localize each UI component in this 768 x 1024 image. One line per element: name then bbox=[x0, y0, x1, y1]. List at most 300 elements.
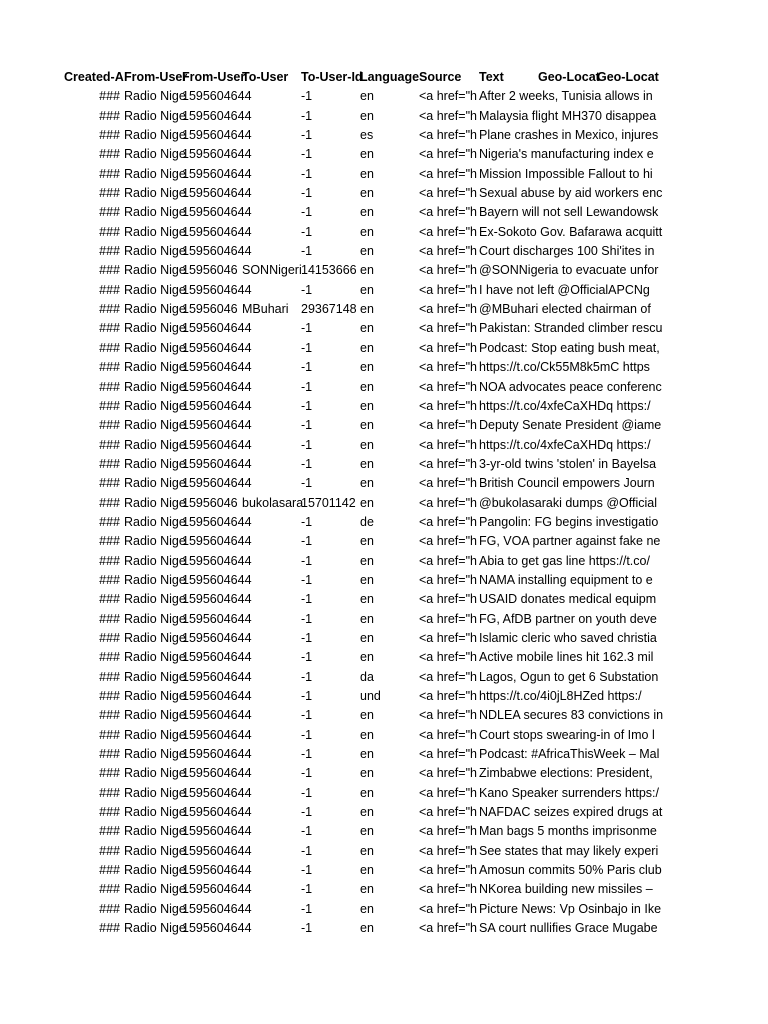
cell-language[interactable]: en bbox=[360, 785, 374, 800]
cell-language[interactable]: en bbox=[360, 747, 374, 762]
cell-text[interactable]: After 2 weeks, Tunisia allows in bbox=[479, 89, 653, 104]
cell-to-user-id[interactable]: -1 bbox=[301, 89, 313, 104]
cell-to-user-id[interactable]: -1 bbox=[301, 921, 313, 936]
cell-to-user[interactable] bbox=[242, 822, 301, 841]
cell-to-user-id[interactable]: -1 bbox=[301, 843, 313, 858]
cell-created-at[interactable]: ### bbox=[99, 766, 120, 781]
cell-from-user[interactable]: Radio Nige bbox=[124, 727, 186, 742]
cell-to-user-id[interactable]: -1 bbox=[301, 650, 313, 665]
cell-language[interactable]: en bbox=[360, 592, 374, 607]
cell-language[interactable]: und bbox=[360, 689, 381, 703]
cell-from-user[interactable]: Radio Nige bbox=[124, 708, 186, 723]
cell-text[interactable]: Ex-Sokoto Gov. Bafarawa acquitt bbox=[479, 224, 663, 239]
cell-to-user-id[interactable]: -1 bbox=[301, 901, 313, 916]
cell-from-user-id[interactable]: 1595604644 bbox=[182, 572, 252, 587]
cell-from-user-id[interactable]: 1595604644 bbox=[182, 882, 252, 897]
cell-to-user-id[interactable]: -1 bbox=[301, 766, 313, 781]
cell-language[interactable]: en bbox=[360, 611, 374, 626]
cell-source[interactable]: <a href="h bbox=[419, 630, 477, 645]
cell-source[interactable]: <a href="h bbox=[419, 727, 477, 742]
cell-from-user-id[interactable]: 1595604644 bbox=[182, 514, 252, 529]
cell-language[interactable]: en bbox=[360, 553, 374, 568]
cell-to-user-id[interactable]: -1 bbox=[301, 708, 313, 723]
cell-from-user-id[interactable]: 1595604644 bbox=[182, 205, 252, 220]
cell-to-user-id[interactable]: -1 bbox=[301, 592, 313, 607]
cell-source[interactable]: <a href="h bbox=[419, 785, 477, 800]
cell-to-user[interactable] bbox=[242, 416, 301, 435]
cell-source[interactable]: <a href="h bbox=[419, 553, 477, 568]
cell-from-user-id[interactable]: 1595604644 bbox=[182, 630, 252, 645]
cell-to-user-id[interactable]: -1 bbox=[301, 514, 313, 529]
cell-text[interactable]: Islamic cleric who saved christia bbox=[479, 630, 657, 645]
cell-source[interactable]: <a href="h bbox=[419, 747, 477, 762]
cell-from-user-id[interactable]: 1595604644 bbox=[182, 689, 252, 703]
cell-to-user[interactable] bbox=[242, 552, 301, 571]
cell-language[interactable]: en bbox=[360, 263, 374, 278]
cell-to-user[interactable] bbox=[242, 242, 301, 261]
cell-to-user[interactable] bbox=[242, 803, 301, 822]
cell-from-user[interactable]: Radio Nige bbox=[124, 572, 186, 587]
cell-to-user[interactable] bbox=[242, 764, 301, 783]
cell-created-at[interactable]: ### bbox=[99, 437, 120, 452]
cell-created-at[interactable]: ### bbox=[99, 553, 120, 568]
cell-to-user-id[interactable]: -1 bbox=[301, 534, 313, 549]
cell-from-user[interactable]: Radio Nige bbox=[124, 108, 186, 123]
cell-created-at[interactable]: ### bbox=[99, 708, 120, 723]
cell-from-user[interactable]: Radio Nige bbox=[124, 263, 186, 278]
cell-created-at[interactable]: ### bbox=[99, 901, 120, 916]
cell-from-user-id[interactable]: 1595604644 bbox=[182, 747, 252, 762]
cell-source[interactable]: <a href="h bbox=[419, 108, 477, 123]
cell-to-user[interactable] bbox=[242, 919, 301, 938]
cell-to-user[interactable] bbox=[242, 648, 301, 667]
cell-created-at[interactable]: ### bbox=[99, 863, 120, 878]
cell-from-user[interactable]: Radio Nige bbox=[124, 553, 186, 568]
cell-text[interactable]: @SONNigeria to evacuate unfor bbox=[479, 263, 659, 278]
cell-to-user-id[interactable]: -1 bbox=[301, 669, 313, 684]
cell-to-user[interactable] bbox=[242, 145, 301, 164]
cell-language[interactable]: en bbox=[360, 901, 374, 916]
cell-text[interactable]: https://t.co/Ck55M8k5mC https bbox=[479, 360, 650, 375]
cell-from-user-id[interactable]: 1595604644 bbox=[182, 360, 252, 375]
cell-text[interactable]: NAMA installing equipment to e bbox=[479, 572, 653, 587]
cell-to-user[interactable] bbox=[242, 203, 301, 222]
cell-source[interactable]: <a href="h bbox=[419, 205, 477, 220]
cell-from-user-id[interactable]: 1595604644 bbox=[182, 863, 252, 878]
cell-from-user-id[interactable]: 1595604644 bbox=[182, 553, 252, 568]
cell-from-user[interactable]: Radio Nige bbox=[124, 360, 186, 375]
cell-language[interactable]: en bbox=[360, 708, 374, 723]
cell-to-user-id[interactable]: -1 bbox=[301, 805, 313, 820]
cell-source[interactable]: <a href="h bbox=[419, 534, 477, 549]
cell-from-user[interactable]: Radio Nige bbox=[124, 398, 186, 413]
header-cell-language[interactable]: Language bbox=[360, 70, 420, 84]
cell-source[interactable]: <a href="h bbox=[419, 514, 477, 529]
cell-source[interactable]: <a href="h bbox=[419, 824, 477, 839]
cell-from-user-id[interactable]: 1595604644 bbox=[182, 669, 252, 684]
cell-source[interactable]: <a href="h bbox=[419, 901, 477, 916]
cell-to-user[interactable] bbox=[242, 319, 301, 338]
cell-from-user[interactable]: Radio Nige bbox=[124, 921, 186, 936]
cell-source[interactable]: <a href="h bbox=[419, 921, 477, 936]
cell-to-user-id[interactable]: -1 bbox=[301, 553, 313, 568]
cell-text[interactable]: @bukolasaraki dumps @Official bbox=[479, 495, 657, 510]
cell-to-user-id[interactable]: -1 bbox=[301, 863, 313, 878]
cell-from-user-id[interactable]: 1595604644 bbox=[182, 166, 252, 181]
cell-from-user[interactable]: Radio Nige bbox=[124, 340, 186, 355]
cell-to-user-id[interactable]: -1 bbox=[301, 128, 313, 143]
header-cell-to-user-id[interactable]: To-User-Id bbox=[301, 70, 363, 84]
header-cell-geo-longitude[interactable]: Geo-Locat bbox=[597, 70, 659, 84]
cell-to-user[interactable] bbox=[242, 842, 301, 861]
cell-source[interactable]: <a href="h bbox=[419, 302, 477, 317]
cell-language[interactable]: en bbox=[360, 147, 374, 162]
cell-to-user-id[interactable]: -1 bbox=[301, 456, 313, 471]
cell-from-user[interactable]: Radio Nige bbox=[124, 863, 186, 878]
cell-language[interactable]: en bbox=[360, 186, 374, 201]
cell-to-user[interactable] bbox=[242, 107, 301, 126]
cell-to-user[interactable] bbox=[242, 726, 301, 745]
cell-source[interactable]: <a href="h bbox=[419, 766, 477, 781]
cell-from-user-id[interactable]: 1595604644 bbox=[182, 650, 252, 665]
cell-from-user-id[interactable]: 1595604644 bbox=[182, 785, 252, 800]
cell-text[interactable]: Sexual abuse by aid workers enc bbox=[479, 186, 663, 201]
cell-from-user[interactable]: Radio Nige bbox=[124, 147, 186, 162]
cell-language[interactable]: en bbox=[360, 418, 374, 433]
cell-source[interactable]: <a href="h bbox=[419, 282, 477, 297]
cell-text[interactable]: Bayern will not sell Lewandowsk bbox=[479, 205, 659, 220]
cell-to-user[interactable] bbox=[242, 165, 301, 184]
cell-created-at[interactable]: ### bbox=[99, 263, 120, 278]
cell-text[interactable]: 3-yr-old twins 'stolen' in Bayelsa bbox=[479, 456, 657, 471]
cell-from-user[interactable]: Radio Nige bbox=[124, 186, 186, 201]
cell-text[interactable]: Man bags 5 months imprisonme bbox=[479, 824, 657, 839]
cell-created-at[interactable]: ### bbox=[99, 921, 120, 936]
cell-from-user-id[interactable]: 1595604644 bbox=[182, 805, 252, 820]
cell-text[interactable]: Picture News: Vp Osinbajo in Ike bbox=[479, 901, 662, 916]
cell-from-user-id[interactable]: 1595604644 bbox=[182, 824, 252, 839]
cell-created-at[interactable]: ### bbox=[99, 224, 120, 239]
cell-to-user-id[interactable]: -1 bbox=[301, 205, 313, 220]
cell-created-at[interactable]: ### bbox=[99, 186, 120, 201]
cell-text[interactable]: Lagos, Ogun to get 6 Substation bbox=[479, 669, 659, 684]
cell-to-user-id[interactable]: -1 bbox=[301, 108, 313, 123]
cell-to-user[interactable] bbox=[242, 900, 301, 919]
cell-to-user-id[interactable]: -1 bbox=[301, 166, 313, 181]
cell-from-user[interactable]: Radio Nige bbox=[124, 766, 186, 781]
header-cell-from-user[interactable]: From-User bbox=[124, 70, 188, 84]
cell-language[interactable]: en bbox=[360, 572, 374, 587]
cell-created-at[interactable]: ### bbox=[99, 669, 120, 684]
cell-source[interactable]: <a href="h bbox=[419, 863, 477, 878]
cell-language[interactable]: en bbox=[360, 340, 374, 355]
cell-from-user[interactable]: Radio Nige bbox=[124, 611, 186, 626]
cell-text[interactable]: NAFDAC seizes expired drugs at bbox=[479, 805, 663, 820]
cell-language[interactable]: en bbox=[360, 321, 374, 336]
header-cell-from-user-id[interactable]: From-User bbox=[182, 70, 246, 84]
cell-created-at[interactable]: ### bbox=[99, 514, 120, 529]
cell-to-user[interactable]: bukolasara bbox=[242, 495, 304, 510]
cell-created-at[interactable]: ### bbox=[99, 302, 120, 317]
cell-from-user[interactable]: Radio Nige bbox=[124, 282, 186, 297]
cell-source[interactable]: <a href="h bbox=[419, 843, 477, 858]
cell-to-user[interactable] bbox=[242, 668, 301, 687]
cell-from-user-id[interactable]: 1595604644 bbox=[182, 901, 252, 916]
cell-to-user[interactable] bbox=[242, 281, 301, 300]
cell-to-user[interactable] bbox=[242, 745, 301, 764]
cell-language[interactable]: en bbox=[360, 205, 374, 220]
cell-language[interactable]: en bbox=[360, 630, 374, 645]
cell-language[interactable]: en bbox=[360, 89, 374, 104]
cell-source[interactable]: <a href="h bbox=[419, 147, 477, 162]
cell-created-at[interactable]: ### bbox=[99, 805, 120, 820]
cell-from-user[interactable]: Radio Nige bbox=[124, 476, 186, 491]
cell-to-user[interactable] bbox=[242, 784, 301, 803]
cell-language[interactable]: en bbox=[360, 476, 374, 491]
cell-from-user-id[interactable]: 1595604644 bbox=[182, 224, 252, 239]
cell-from-user[interactable]: Radio Nige bbox=[124, 747, 186, 762]
cell-to-user-id[interactable]: -1 bbox=[301, 630, 313, 645]
cell-to-user[interactable] bbox=[242, 687, 301, 706]
cell-from-user[interactable]: Radio Nige bbox=[124, 321, 186, 336]
cell-from-user[interactable]: Radio Nige bbox=[124, 650, 186, 665]
cell-source[interactable]: <a href="h bbox=[419, 398, 477, 413]
cell-created-at[interactable]: ### bbox=[99, 379, 120, 394]
cell-created-at[interactable]: ### bbox=[99, 824, 120, 839]
cell-language[interactable]: en bbox=[360, 379, 374, 394]
cell-language[interactable]: de bbox=[360, 514, 374, 529]
cell-to-user[interactable] bbox=[242, 610, 301, 629]
header-cell-to-user[interactable]: To-User bbox=[242, 70, 289, 84]
cell-source[interactable]: <a href="h bbox=[419, 572, 477, 587]
cell-language[interactable]: en bbox=[360, 921, 374, 936]
cell-created-at[interactable]: ### bbox=[99, 630, 120, 645]
cell-language[interactable]: es bbox=[360, 128, 374, 143]
cell-from-user-id[interactable]: 1595604644 bbox=[182, 321, 252, 336]
cell-source[interactable]: <a href="h bbox=[419, 89, 477, 104]
cell-created-at[interactable]: ### bbox=[99, 166, 120, 181]
cell-from-user-id[interactable]: 1595604644 bbox=[182, 340, 252, 355]
cell-created-at[interactable]: ### bbox=[99, 611, 120, 626]
cell-from-user-id[interactable]: 1595604644 bbox=[182, 843, 252, 858]
cell-text[interactable]: British Council empowers Journ bbox=[479, 476, 655, 491]
cell-text[interactable]: NKorea building new missiles – bbox=[479, 882, 653, 897]
cell-to-user[interactable] bbox=[242, 474, 301, 493]
cell-to-user[interactable] bbox=[242, 590, 301, 609]
cell-source[interactable]: <a href="h bbox=[419, 669, 477, 684]
cell-to-user[interactable] bbox=[242, 532, 301, 551]
cell-created-at[interactable]: ### bbox=[99, 495, 120, 510]
cell-text[interactable]: @MBuhari elected chairman of bbox=[479, 302, 651, 317]
header-cell-text[interactable]: Text bbox=[479, 70, 504, 84]
cell-language[interactable]: en bbox=[360, 863, 374, 878]
cell-text[interactable]: Podcast: #AfricaThisWeek – Mal bbox=[479, 747, 660, 762]
cell-from-user[interactable]: Radio Nige bbox=[124, 785, 186, 800]
cell-from-user[interactable]: Radio Nige bbox=[124, 128, 186, 143]
cell-to-user-id[interactable]: -1 bbox=[301, 747, 313, 762]
header-cell-source[interactable]: Source bbox=[419, 70, 462, 84]
cell-to-user-id[interactable]: -1 bbox=[301, 321, 313, 336]
cell-created-at[interactable]: ### bbox=[99, 244, 120, 259]
cell-to-user[interactable] bbox=[242, 571, 301, 590]
cell-from-user[interactable]: Radio Nige bbox=[124, 592, 186, 607]
cell-language[interactable]: en bbox=[360, 360, 374, 375]
cell-created-at[interactable]: ### bbox=[99, 592, 120, 607]
cell-to-user[interactable]: MBuhari bbox=[242, 302, 289, 317]
cell-to-user[interactable]: SONNigeri bbox=[242, 263, 302, 278]
cell-source[interactable]: <a href="h bbox=[419, 418, 477, 433]
cell-to-user[interactable] bbox=[242, 126, 301, 145]
cell-text[interactable]: Amosun commits 50% Paris club bbox=[479, 863, 662, 878]
cell-language[interactable]: en bbox=[360, 495, 374, 510]
cell-text[interactable]: See states that may likely experi bbox=[479, 843, 659, 858]
cell-source[interactable]: <a href="h bbox=[419, 476, 477, 491]
cell-language[interactable]: en bbox=[360, 843, 374, 858]
cell-source[interactable]: <a href="h bbox=[419, 495, 477, 510]
cell-text[interactable]: Plane crashes in Mexico, injures bbox=[479, 128, 659, 143]
cell-to-user[interactable] bbox=[242, 184, 301, 203]
cell-to-user-id[interactable]: -1 bbox=[301, 398, 313, 413]
cell-from-user[interactable]: Radio Nige bbox=[124, 901, 186, 916]
cell-language[interactable]: en bbox=[360, 727, 374, 742]
cell-created-at[interactable]: ### bbox=[99, 476, 120, 491]
cell-from-user-id[interactable]: 1595604644 bbox=[182, 456, 252, 471]
cell-source[interactable]: <a href="h bbox=[419, 379, 477, 394]
cell-from-user[interactable]: Radio Nige bbox=[124, 89, 186, 104]
cell-from-user-id[interactable]: 1595604644 bbox=[182, 534, 252, 549]
cell-to-user-id[interactable]: -1 bbox=[301, 476, 313, 491]
cell-language[interactable]: en bbox=[360, 398, 374, 413]
cell-source[interactable]: <a href="h bbox=[419, 340, 477, 355]
cell-from-user-id[interactable]: 1595604644 bbox=[182, 476, 252, 491]
cell-to-user[interactable] bbox=[242, 880, 301, 899]
cell-text[interactable]: Pangolin: FG begins investigatio bbox=[479, 514, 659, 529]
cell-source[interactable]: <a href="h bbox=[419, 263, 477, 278]
cell-text[interactable]: NDLEA secures 83 convictions in bbox=[479, 708, 664, 723]
cell-from-user-id[interactable]: 1595604644 bbox=[182, 708, 252, 723]
cell-source[interactable]: <a href="h bbox=[419, 128, 477, 143]
cell-created-at[interactable]: ### bbox=[99, 89, 120, 104]
cell-text[interactable]: Kano Speaker surrenders https:/ bbox=[479, 785, 659, 800]
cell-text[interactable]: Court discharges 100 Shi'ites in bbox=[479, 244, 655, 259]
cell-created-at[interactable]: ### bbox=[99, 456, 120, 471]
cell-language[interactable]: en bbox=[360, 437, 374, 452]
cell-created-at[interactable]: ### bbox=[99, 108, 120, 123]
cell-text[interactable]: NOA advocates peace conferenc bbox=[479, 379, 662, 394]
cell-text[interactable]: FG, AfDB partner on youth deve bbox=[479, 611, 657, 626]
cell-to-user-id[interactable]: 15701142 bbox=[301, 495, 356, 510]
cell-source[interactable]: <a href="h bbox=[419, 882, 477, 897]
cell-from-user-id[interactable]: 1595604644 bbox=[182, 379, 252, 394]
cell-language[interactable]: en bbox=[360, 456, 374, 471]
cell-to-user-id[interactable]: -1 bbox=[301, 824, 313, 839]
cell-source[interactable]: <a href="h bbox=[419, 244, 477, 259]
cell-to-user[interactable] bbox=[242, 397, 301, 416]
cell-source[interactable]: <a href="h bbox=[419, 321, 477, 336]
cell-from-user-id[interactable]: 1595604644 bbox=[182, 437, 252, 452]
cell-created-at[interactable]: ### bbox=[99, 650, 120, 665]
cell-from-user[interactable]: Radio Nige bbox=[124, 534, 186, 549]
cell-text[interactable]: SA court nullifies Grace Mugabe bbox=[479, 921, 658, 936]
cell-to-user-id[interactable]: -1 bbox=[301, 360, 313, 375]
cell-to-user[interactable] bbox=[242, 378, 301, 397]
cell-text[interactable]: Pakistan: Stranded climber rescu bbox=[479, 321, 663, 336]
cell-language[interactable]: en bbox=[360, 302, 374, 317]
cell-source[interactable]: <a href="h bbox=[419, 437, 477, 452]
cell-source[interactable]: <a href="h bbox=[419, 166, 477, 181]
cell-created-at[interactable]: ### bbox=[99, 398, 120, 413]
cell-to-user-id[interactable]: -1 bbox=[301, 224, 313, 239]
cell-from-user[interactable]: Radio Nige bbox=[124, 669, 186, 684]
cell-to-user-id[interactable]: -1 bbox=[301, 340, 313, 355]
cell-source[interactable]: <a href="h bbox=[419, 805, 477, 820]
cell-created-at[interactable]: ### bbox=[99, 340, 120, 355]
cell-from-user-id[interactable]: 1595604644 bbox=[182, 108, 252, 123]
cell-created-at[interactable]: ### bbox=[99, 282, 120, 297]
cell-language[interactable]: en bbox=[360, 282, 374, 297]
cell-to-user-id[interactable]: -1 bbox=[301, 186, 313, 201]
cell-to-user-id[interactable]: -1 bbox=[301, 785, 313, 800]
cell-to-user-id[interactable]: -1 bbox=[301, 882, 313, 897]
cell-text[interactable]: https://t.co/4xfeCaXHDq https:/ bbox=[479, 437, 651, 452]
cell-from-user[interactable]: Radio Nige bbox=[124, 456, 186, 471]
cell-language[interactable]: en bbox=[360, 224, 374, 239]
cell-to-user-id[interactable]: -1 bbox=[301, 282, 313, 297]
cell-language[interactable]: en bbox=[360, 650, 374, 665]
cell-from-user[interactable]: Radio Nige bbox=[124, 302, 186, 317]
cell-text[interactable]: Deputy Senate President @iame bbox=[479, 418, 662, 433]
cell-text[interactable]: USAID donates medical equipm bbox=[479, 592, 657, 607]
cell-from-user[interactable]: Radio Nige bbox=[124, 379, 186, 394]
cell-to-user[interactable] bbox=[242, 861, 301, 880]
cell-language[interactable]: da bbox=[360, 669, 374, 684]
cell-source[interactable]: <a href="h bbox=[419, 689, 477, 703]
cell-created-at[interactable]: ### bbox=[99, 128, 120, 143]
cell-from-user-id[interactable]: 1595604644 bbox=[182, 128, 252, 143]
cell-from-user[interactable]: Radio Nige bbox=[124, 514, 186, 529]
cell-text[interactable]: Active mobile lines hit 162.3 mil bbox=[479, 650, 654, 665]
cell-to-user[interactable] bbox=[242, 629, 301, 648]
cell-created-at[interactable]: ### bbox=[99, 689, 120, 703]
cell-to-user-id[interactable]: -1 bbox=[301, 379, 313, 394]
cell-created-at[interactable]: ### bbox=[99, 572, 120, 587]
cell-from-user[interactable]: Radio Nige bbox=[124, 689, 186, 703]
cell-from-user[interactable]: Radio Nige bbox=[124, 224, 186, 239]
cell-language[interactable]: en bbox=[360, 824, 374, 839]
cell-from-user[interactable]: Radio Nige bbox=[124, 166, 186, 181]
cell-source[interactable]: <a href="h bbox=[419, 186, 477, 201]
cell-created-at[interactable]: ### bbox=[99, 321, 120, 336]
cell-from-user-id[interactable]: 1595604644 bbox=[182, 611, 252, 626]
cell-from-user-id[interactable]: 1595604644 bbox=[182, 282, 252, 297]
cell-language[interactable]: en bbox=[360, 166, 374, 181]
cell-created-at[interactable]: ### bbox=[99, 147, 120, 162]
cell-from-user[interactable]: Radio Nige bbox=[124, 805, 186, 820]
cell-created-at[interactable]: ### bbox=[99, 360, 120, 375]
header-cell-created-at[interactable]: Created-A bbox=[64, 70, 124, 84]
cell-source[interactable]: <a href="h bbox=[419, 708, 477, 723]
cell-source[interactable]: <a href="h bbox=[419, 592, 477, 607]
cell-text[interactable]: Court stops swearing-in of Imo l bbox=[479, 727, 655, 742]
cell-text[interactable]: FG, VOA partner against fake ne bbox=[479, 534, 661, 549]
cell-source[interactable]: <a href="h bbox=[419, 650, 477, 665]
cell-source[interactable]: <a href="h bbox=[419, 224, 477, 239]
cell-source[interactable]: <a href="h bbox=[419, 456, 477, 471]
cell-from-user[interactable]: Radio Nige bbox=[124, 418, 186, 433]
cell-to-user-id[interactable]: 14153666 bbox=[301, 263, 357, 278]
cell-from-user-id[interactable]: 1595604644 bbox=[182, 398, 252, 413]
cell-from-user-id[interactable]: 15956046 bbox=[182, 495, 238, 510]
